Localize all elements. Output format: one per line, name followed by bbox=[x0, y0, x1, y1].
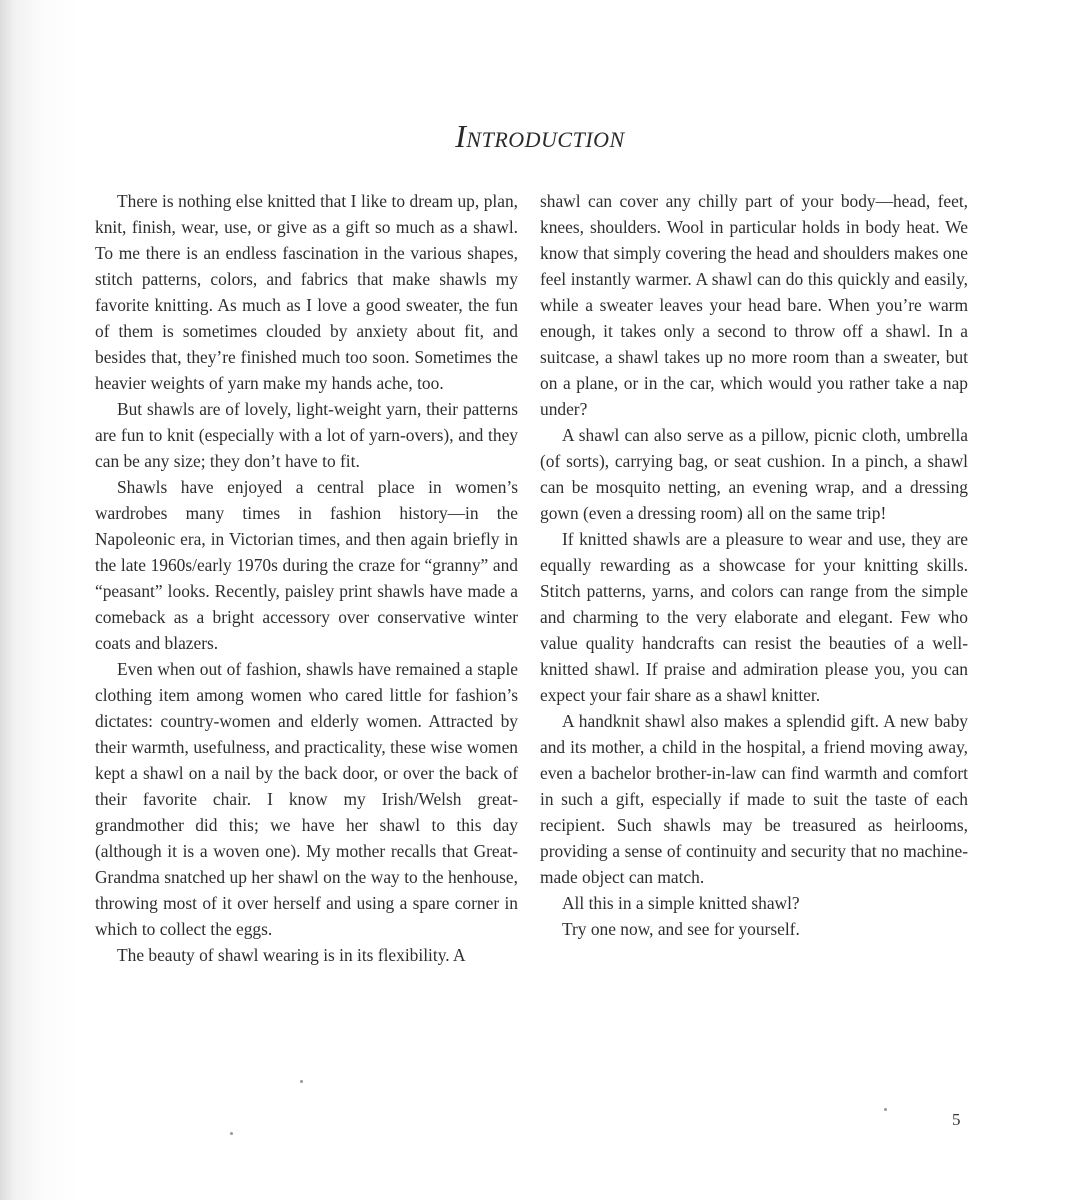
left-column bbox=[95, 188, 518, 968]
paragraph: A handknit shawl also makes a splendid gift. A new baby and its mother, a child in the hospital, a friend moving away, even a bachelor brother-in-law can find warmth and comfort in such a gift, especially if made to suit the taste of each recipient. Such shawls may be treasured as heirlooms, providing a sense of continuity and security that no machine-made object can match. bbox=[540, 711, 968, 887]
paragraph: Shawls have enjoyed a central place in women’s wardrobes many times in fashion history—in the Napoleonic era, in Victorian times, and then again briefly in the late 1960s/early 1970s during the craze for “granny” and “peasant” looks. Recently, paisley print shawls have made a comeback as a bright accessory over conservative winter coats and blazers. bbox=[95, 477, 518, 653]
page-number: 5 bbox=[952, 1110, 961, 1129]
paragraph: Try one now, and see for yourself. bbox=[562, 919, 800, 939]
paragraph: Even when out of fashion, shawls have remained a staple clothing item among women who cared little for fashion’s dictates: country-women and elderly women. Attracted by their warmth, usefulness, and practicality, these wise women kept a shawl on a nail by the back door, or over the back of their favorite chair. I know my Irish/Welsh great-grandmother did this; we have her shawl to this day (although it is a woven one). My mother recalls that Great-Grandma snatched up her shawl on the way to the henhouse, throwing most of it over herself and using a spare corner in which to collect the eggs. bbox=[95, 659, 518, 939]
paragraph: There is nothing else knitted that I like to dream up, plan, knit, finish, wear, use, or give as a gift so much as a shawl. To me there is an endless fascination in the various shapes, stitch patterns, colors, and fabrics that make shawls my favorite knitting. As much as I love a good sweater, the fun of them is sometimes clouded by anxiety about fit, and besides that, they’re finished much too soon. Sometimes the heavier weights of yarn make my hands ache, too. bbox=[95, 191, 518, 393]
scan-speck bbox=[884, 1108, 887, 1111]
right-column bbox=[540, 188, 968, 942]
paragraph-continued: shawl can cover any chilly part of your body—head, feet, knees, shoulders. Wool in particular holds in body heat. We know that simply covering the head and shoulders makes one feel instantly warmer. A shawl can do this quickly and easily, while a sweater leaves your head bare. When you’re warm enough, it takes only a second to throw off a shawl. In a suitcase, a shawl takes up no more room than a sweater, but on a plane, or in the car, which would you rather take a nap under? bbox=[540, 191, 968, 419]
paragraph: But shawls are of lovely, light-weight yarn, their patterns are fun to knit (especially with a lot of yarn-overs), and they can be any size; they don’t have to fit. bbox=[95, 399, 518, 471]
paragraph: All this in a simple knitted shawl? bbox=[562, 893, 800, 913]
paragraph: If knitted shawls are a pleasure to wear and use, they are equally rewarding as a showcase for your knitting skills. Stitch patterns, yarns, and colors can range from the simple and charming to the very elaborate and elegant. Few who value quality handcrafts can resist the beauties of a well-knitted shawl. If praise and admiration please you, you can expect your fair share as a shawl knitter. bbox=[540, 529, 968, 705]
paragraph: A shawl can also serve as a pillow, picnic cloth, umbrella (of sorts), carrying bag, or seat cushion. In a pinch, a shawl can be mosquito netting, an evening wrap, and a dressing gown (even a dressing room) all on the same trip! bbox=[540, 425, 968, 523]
scan-speck bbox=[230, 1132, 233, 1135]
scan-speck bbox=[300, 1080, 303, 1083]
paragraph: The beauty of shawl wearing is in its flexibility. A bbox=[117, 945, 466, 965]
page-title: Introduction bbox=[455, 118, 625, 154]
